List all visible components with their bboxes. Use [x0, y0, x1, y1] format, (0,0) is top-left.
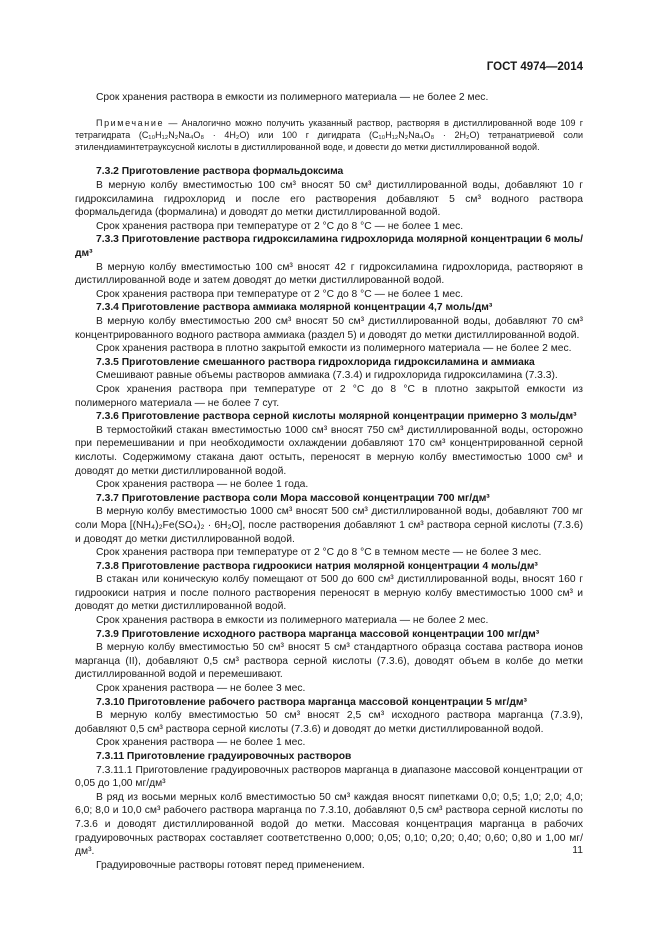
section-heading: 7.3.4 Приготовление раствора аммиака молярной концентрации 4,7 моль/дм³ [96, 302, 493, 314]
paragraph: Срок хранения раствора при температуре от 2 °С до 8 °С в темном месте — не более 3 мес. [96, 547, 542, 559]
paragraph: В ряд из восьми мерных колб вместимостью 50 см³ каждая вносят пипетками 0,0; 0,5; 1,0; 2,0; 4,0; 6,0; 8,0 и 10,0 см³ рабочего раствора марганца по 7.3.10, добавляют 0,5 см³ раствора серной кислоты по 7.3.6 и доводят дистиллированной водой до метки. Массовая концентрация марганца в рабочих градуировочных растворах составляет соответственно 0,000; 0,05; 0,10; 0,20; 0,40; 0,60; 0,80 и 1,00 мг/дм³. [75, 791, 583, 858]
note-label: Примечание [96, 117, 165, 128]
paragraph: Срок хранения раствора при температуре от 2 °С до 8 °С в плотно закрытой емкости из полимерного материала — не более 7 сут. [75, 383, 583, 409]
paragraph: Срок хранения раствора при температуре от 2 °С до 8 °С — не более 1 мес. [96, 288, 464, 300]
paragraph: Градуировочные растворы готовят перед применением. [96, 859, 365, 871]
note-text: — Аналогично можно получить указанный раствор, растворяя в дистиллированной воде 109 г тетрагидрата (C₁₀H₁₂N₂Na₄O₈ · 4H₂O) или 100 г дигидрата (C₁₀H₁₂N₂Na₄O₈ · 2H₂O) тетранатриевой соли этилендиаминтетрауксусной кислоты в дистиллированной воде, и довести до метки дистиллированной водой. [75, 117, 583, 153]
section-heading: 7.3.11 Приготовление градуировочных растворов [96, 751, 352, 763]
paragraph: В мерную колбу вместимостью 1000 см³ вносят 500 см³ дистиллированной воды, добавляют 700 мг соли Мора [(NH₄)₂Fe(SO₄)₂ · 6H₂O], после растворения добавляют 1 см³ раствора серной кислоты (7.3.6) и доводят до метки дистиллированной водой. [75, 506, 583, 545]
document-body [75, 91, 583, 872]
paragraph: Срок хранения раствора в емкости из полимерного материала — не более 2 мес. [96, 615, 489, 627]
paragraph: Срок хранения раствора — не более 1 мес. [96, 737, 306, 749]
paragraph: В мерную колбу вместимостью 50 см³ вносят 2,5 см³ исходного раствора марганца (7.3.9), добавляют 0,5 см³ раствора серной кислоты (7.3.6) и доводят до метки дистиллированной водой. [75, 710, 583, 735]
paragraph: В стакан или коническую колбу помещают от 500 до 600 см³ дистиллированной воды, вносят 160 г гидроокиси натрия и после полного растворения переносят в мерную колбу вместимостью 1000 см³ и доводят до метки дистиллированной водой. [75, 574, 583, 613]
paragraph: Смешивают равные объемы растворов аммиака (7.3.4) и гидрохлорида гидроксиламина (7.3.3). [96, 370, 558, 382]
note [75, 117, 583, 154]
paragraph: Срок хранения раствора в плотно закрытой емкости из полимерного материала — не более 2 мес. [96, 343, 572, 355]
section-heading: 7.3.10 Приготовление рабочего раствора марганца массовой концентрации 5 мг/дм³ [96, 696, 527, 708]
paragraph: В термостойкий стакан вместимостью 1000 см³ вносят 750 см³ дистиллированной воды, осторожно при перемешивании и при необходимости охлаждении добавляют 170 см³ концентрированной серной кислоты. Содержимому стакана дают остыть, переносят в мерную колбу вместимостью 1000 см³ и доводят до метки дистиллированной водой. [75, 424, 583, 477]
paragraph: Срок хранения раствора в емкости из полимерного материала — не более 2 мес. [96, 92, 489, 103]
page-number: 11 [572, 845, 583, 856]
paragraph: 7.3.11.1 Приготовление градуировочных растворов марганца в диапазоне массовой концентрации от 0,05 до 1,00 мг/дм³ [75, 764, 583, 790]
paragraph: В мерную колбу вместимостью 100 см³ вносят 50 см³ дистиллированной воды, добавляют 10 г гидроксиламина гидрохлорид и после его растворения добавляют 5 см³ водного раствора формальдегида (формалина) и доводят до метки дистиллированной водой. [75, 180, 583, 219]
section-heading: 7.3.7 Приготовление раствора соли Мора массовой концентрации 700 мг/дм³ [96, 492, 490, 504]
section-heading: 7.3.2 Приготовление раствора формальдоксима [96, 166, 344, 178]
section-heading: 7.3.3 Приготовление раствора гидроксиламина гидрохлорида молярной концентрации 6 моль/дм³ [75, 234, 583, 260]
section-heading: 7.3.8 Приготовление раствора гидроокиси натрия молярной концентрации 4 моль/дм³ [96, 560, 538, 572]
section-heading: 7.3.9 Приготовление исходного раствора марганца массовой концентрации 100 мг/дм³ [96, 628, 540, 640]
section-heading: 7.3.6 Приготовление раствора серной кислоты молярной концентрации примерно 3 моль/дм³ [96, 411, 577, 423]
paragraph: В мерную колбу вместимостью 100 см³ вносят 42 г гидроксиламина гидрохлорида, растворяют в дистиллированной воде и затем доводят до метки дистиллированной водой. [75, 261, 583, 287]
paragraph: Срок хранения раствора — не более 3 мес. [96, 683, 306, 695]
document-header: ГОСТ 4974—2014 [486, 61, 583, 73]
paragraph: Срок хранения раствора при температуре от 2 °С до 8 °С — не более 1 мес. [96, 220, 464, 232]
paragraph: Срок хранения раствора — не более 1 года. [96, 479, 309, 491]
section-heading: 7.3.5 Приготовление смешанного раствора гидрохлорида гидроксиламина и аммиака [96, 356, 535, 368]
paragraph: В мерную колбу вместимостью 200 см³ вносят 50 см³ дистиллированной воды, добавляют 70 см³ концентрированного водного раствора аммиака (раздел 5) и доводят до метки дистиллированной водой. [75, 316, 583, 341]
paragraph: В мерную колбу вместимостью 50 см³ вносят 5 см³ стандартного образца состава раствора ионов марганца (II), добавляют 0,5 см³ раствора серной кислоты (7.3.6), доводят объем в колбе до метки дистиллированной водой и перемешивают. [75, 642, 583, 681]
